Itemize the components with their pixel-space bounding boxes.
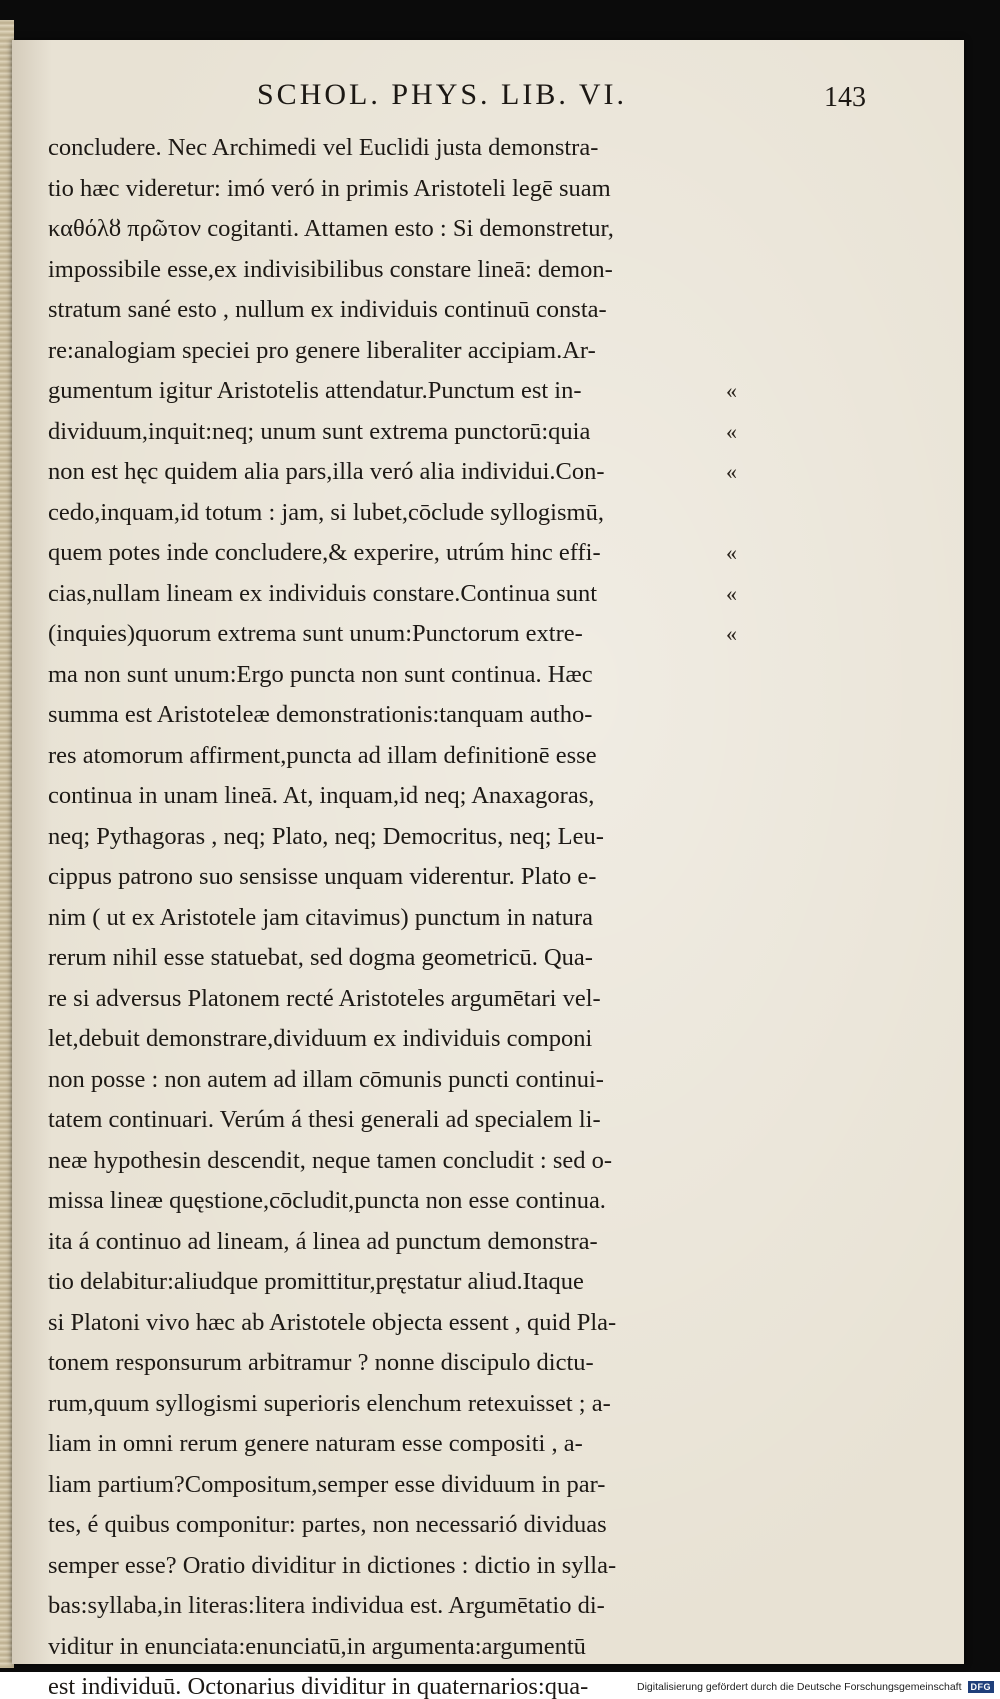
text-line: liam partium?Compositum,semper esse dividuum in par- — [48, 1470, 606, 1498]
text-line: let,debuit demonstrare,dividuum ex individuis componi — [48, 1025, 593, 1052]
text-line: gumentum igitur Aristotelis attendatur.Punctum est in- — [48, 377, 582, 404]
margin-quote-mark: « — [726, 459, 737, 484]
text-line: continua in unam lineā. At, inquam,id neq; Anaxagoras, — [48, 782, 595, 809]
text-line: si Platoni vivo hæc ab Aristotele objecta essent , quid Pla- — [48, 1308, 617, 1336]
text-line: non est hęc quidem alia pars,illa veró alia individui.Con- — [48, 458, 605, 485]
text-line: non posse : non autem ad illam cōmunis puncti continui- — [48, 1065, 604, 1093]
text-line: liam in omni rerum genere naturam esse compositi , a- — [48, 1430, 583, 1457]
text-line: concludere. Nec Archimedi vel Euclidi justa demonstra- — [48, 134, 599, 161]
text-line: cippus patrono suo sensisse unquam viderentur. Plato e- — [48, 863, 597, 890]
margin-quote-mark: « — [726, 378, 737, 403]
text-line: res atomorum affirment,puncta ad illam definitionē esse — [48, 741, 597, 769]
text-line: tio delabitur:aliudque promittitur,pręstatur aliud.Itaque — [48, 1268, 584, 1295]
page-number: 143 — [824, 82, 866, 113]
margin-quote-mark: « — [726, 580, 737, 606]
text-line: tio hæc videretur: imó veró in primis Aristoteli legē suam — [48, 174, 611, 202]
margin-quote-mark: « — [726, 621, 737, 646]
dfg-logo: DFG — [968, 1681, 995, 1693]
text-line: tes, é quibus componitur: partes, non necessarió dividuas — [48, 1511, 607, 1538]
text-line: nim ( ut ex Aristotele jam citavimus) punctum in natura — [48, 903, 594, 931]
text-line: neæ hypothesin descendit, neque tamen concludit : sed o- — [48, 1146, 613, 1174]
credit-text: Digitalisierung gefördert durch die Deutsche Forschungsgemeinschaft — [636, 1681, 962, 1693]
digitization-credit — [0, 1675, 1000, 1699]
text-line: impossibile esse,ex indivisibilibus constare lineā: demon- — [48, 255, 613, 283]
text-line: (inquies)quorum extrema sunt unum:Punctorum extre- — [48, 620, 583, 647]
margin-quote-mark: « — [726, 418, 737, 444]
text-line: rum,quum syllogismi superioris elenchum retexuisset ; a- — [48, 1389, 611, 1417]
text-line: dividuum,inquit:neq; unum sunt extrema punctorū:quia — [48, 417, 591, 445]
text-line: tatem continuari. Verúm á thesi generali ad specialem li- — [48, 1106, 601, 1133]
text-line: neq; Pythagoras , neq; Plato, neq; Democritus, neq; Leu- — [48, 822, 604, 850]
text-line: tonem responsurum arbitramur ? nonne discipulo dictu- — [48, 1349, 594, 1376]
text-line: cias,nullam lineam ex individuis constare.Continua sunt — [48, 579, 598, 607]
text-line: bas:syllaba,in literas:litera individua est. Argumētatio di- — [48, 1592, 605, 1619]
text-line: re:analogiam speciei pro genere liberaliter accipiam.Ar- — [48, 336, 596, 364]
text-line: missa lineæ quęstione,cōcludit,puncta non esse continua. — [48, 1187, 606, 1214]
margin-quote-mark: « — [726, 540, 737, 565]
text-line: rerum nihil esse statuebat, sed dogma geometricū. Qua- — [48, 944, 593, 971]
text-line: καθόλȣ πρῶτον cogitanti. Attamen esto : Si demonstretur, — [48, 215, 614, 242]
text-line: ita á continuo ad lineam, á linea ad punctum demonstra- — [48, 1227, 598, 1255]
text-line: re si adversus Platonem recté Aristoteles argumētari vel- — [48, 984, 601, 1012]
text-line: quem potes inde concludere,& experire, utrúm hinc effi- — [48, 539, 601, 566]
text-line: est individuū. Octonarius dividitur in quaternarios:qua- — [48, 1673, 589, 1699]
text-line: stratum sané esto , nullum ex individuis continuū consta- — [48, 296, 607, 323]
text-line: cedo,inquam,id totum : jam, si lubet,cōclude syllogismū, — [48, 498, 604, 526]
text-line: ma non sunt unum:Ergo puncta non sunt continua. Hæc — [48, 660, 593, 688]
body-text — [48, 128, 728, 1699]
text-line: summa est Aristoteleæ demonstrationis:tanquam autho- — [48, 701, 593, 728]
running-head: SCHOL. PHYS. LIB. VI. — [257, 78, 627, 111]
text-line: semper esse? Oratio dividitur in dictiones : dictio in sylla- — [48, 1551, 617, 1579]
text-line: viditur in enunciata:enunciatū,in argumenta:argumentū — [48, 1632, 586, 1660]
